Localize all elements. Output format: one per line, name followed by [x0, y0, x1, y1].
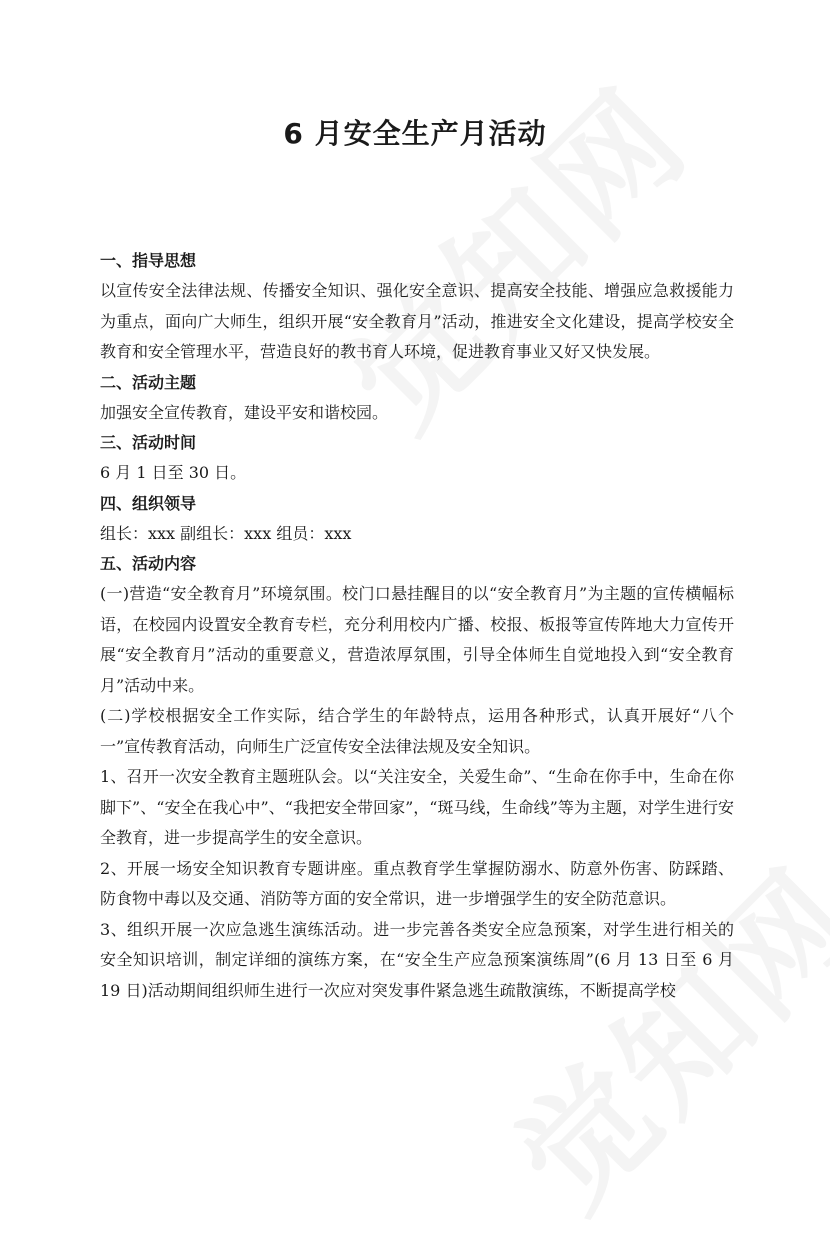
section-paragraph: 2、开展一场安全知识教育专题讲座。重点教育学生掌握防溺水、防意外伤害、防踩踏、防食物中毒以及交通、消防等方面的安全常识，进一步增强学生的安全防范意识。: [100, 858, 734, 908]
document-body: [100, 246, 734, 1006]
section-heading: 二、活动主题: [100, 372, 197, 392]
section-paragraph: 6 月 1 日至 30 日。: [100, 463, 247, 482]
section-heading: 四、组织领导: [100, 493, 197, 513]
section-guiding-ideology: [100, 246, 734, 368]
section-heading: 一、指导思想: [100, 251, 197, 270]
section-paragraph: (一)营造“安全教育月”环境氛围。校门口悬挂醒目的以“安全教育月”为主题的宣传横幅标语，在校园内设置安全教育专栏，充分利用校内广播、校报、板报等宣传阵地大力宣传开展“安全教育月”活动的重要意义，营造浓厚氛围，引导全体师生自觉地投入到“安全教育月”活动中来。: [100, 584, 734, 695]
section-paragraph: (二)学校根据安全工作实际，结合学生的年龄特点，运用各种形式，认真开展好“八个一”宣传教育活动，向师生广泛宣传安全法律法规及安全知识。: [100, 706, 734, 756]
section-paragraph: 1、召开一次安全教育主题班队会。以“关注安全，关爱生命”、“生命在你手中，生命在你脚下”、“安全在我心中”、“我把安全带回家”，“斑马线，生命线”等为主题，对学生进行安全教育，进一步提高学生的安全意识。: [100, 767, 734, 847]
section-theme: [100, 368, 734, 429]
section-leadership: [100, 489, 734, 550]
section-paragraph: 组长：xxx 副组长：xxx 组员：xxx: [100, 523, 352, 543]
section-heading: 五、活动内容: [100, 554, 197, 573]
section-content: [100, 549, 734, 1006]
section-paragraph: 加强安全宣传教育，建设平安和谐校园。: [100, 402, 389, 422]
section-paragraph: 以宣传安全法律法规、传播安全知识、强化安全意识、提高安全技能、增强应急救援能力为重点，面向广大师生，组织开展“安全教育月”活动，推进安全文化建设，提高学校安全教育和安全管理水平，营造良好的教书育人环境，促进教育事业又好又快发展。: [100, 281, 734, 361]
document-title: 6 月安全生产月活动: [283, 117, 547, 150]
section-paragraph: 3、组织开展一次应急逃生演练活动。进一步完善各类安全应急预案，对学生进行相关的安全知识培训，制定详细的演练方案，在“安全生产应急预案演练周”(6 月 13 日至 6 月 19 日)活动期间组织师生进行一次应对突发事件紧急逃生疏散演练，不断提高学校: [100, 919, 734, 1000]
section-heading: 三、活动时间: [100, 433, 197, 452]
section-time: [100, 428, 734, 489]
